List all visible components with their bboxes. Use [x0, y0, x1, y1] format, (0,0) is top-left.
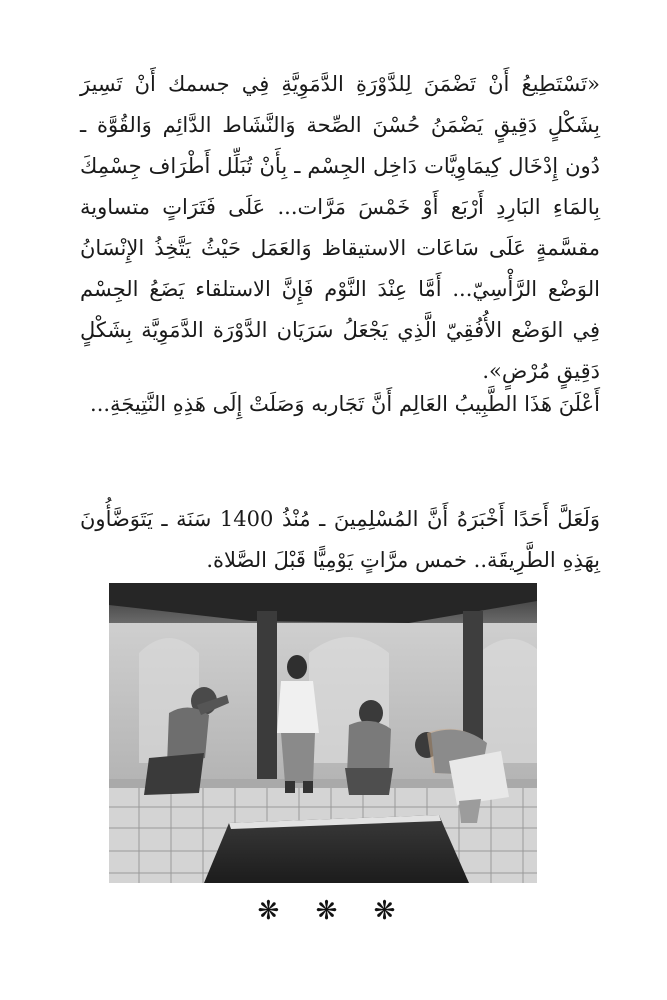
paragraph-quote: «تَسْتَطِيعُ أَنْ تَضْمَنَ لِلدَّوْرَةِ الدَّمَوِيَّةِ فِي جسمك أَنْ تَسِيرَ بِشَكْلٍ دَقِيقٍ يَضْمَنُ حُسْنَ الصِّحة وَالنَّشَاط الدَّائِم وَالقُوَّة ـ دُون إِدْخَال كِيمَاوِيَّات دَاخِل الجِسْم ـ بِأَنْ تُبَلِّل أَطْرَاف جِسْمِكَ بِالمَاءِ البَارِدِ أَرْبَع أَوْ خَمْسَ مَرَّات... عَلَى فَتَرَاتٍ متساوية مقسَّمةٍ عَلَى سَاعَات الاستيقاظ وَالعَمَل حَيْثُ يَتَّخِذُ الإِنْسَانُ الوَضْع الرَّأْسِيّ... أَمَّا عِنْدَ النَّوْم فَإِنَّ الاستلقاء يَضَعُ الجِسْم فِي الوَضْع الأُفُقِيّ الَّذِي يَجْعَلُ سَرَيَان الدَّوْرَة الدَّمَوِيَّة بِشَكْلٍ دَقِيقٍ مُرْضٍ».: [80, 72, 600, 383]
paragraph-ablution: وَلَعَلَّ أَحَدًا أَخْبَرَهُ أَنَّ المُسْلِمِينَ ـ مُنْذُ 1400 سَنَة ـ يَتَوَضَّأُونَ بِهَذِهِ الطَّرِيقَة.. خمس مرَّاتٍ يَوْمِيًّا قَبْلَ الصَّلاة.: [80, 507, 600, 572]
ablution-photo: [109, 583, 537, 883]
paragraph-announcement: أَعْلَنَ هَذَا الطَّبِيبُ العَالِم أَنَّ تَجَاربه وَصَلَتْ إِلَى هَذِهِ النَّتِيجَةِ...: [90, 392, 600, 416]
section-separator: ❋ ❋ ❋: [257, 896, 410, 926]
